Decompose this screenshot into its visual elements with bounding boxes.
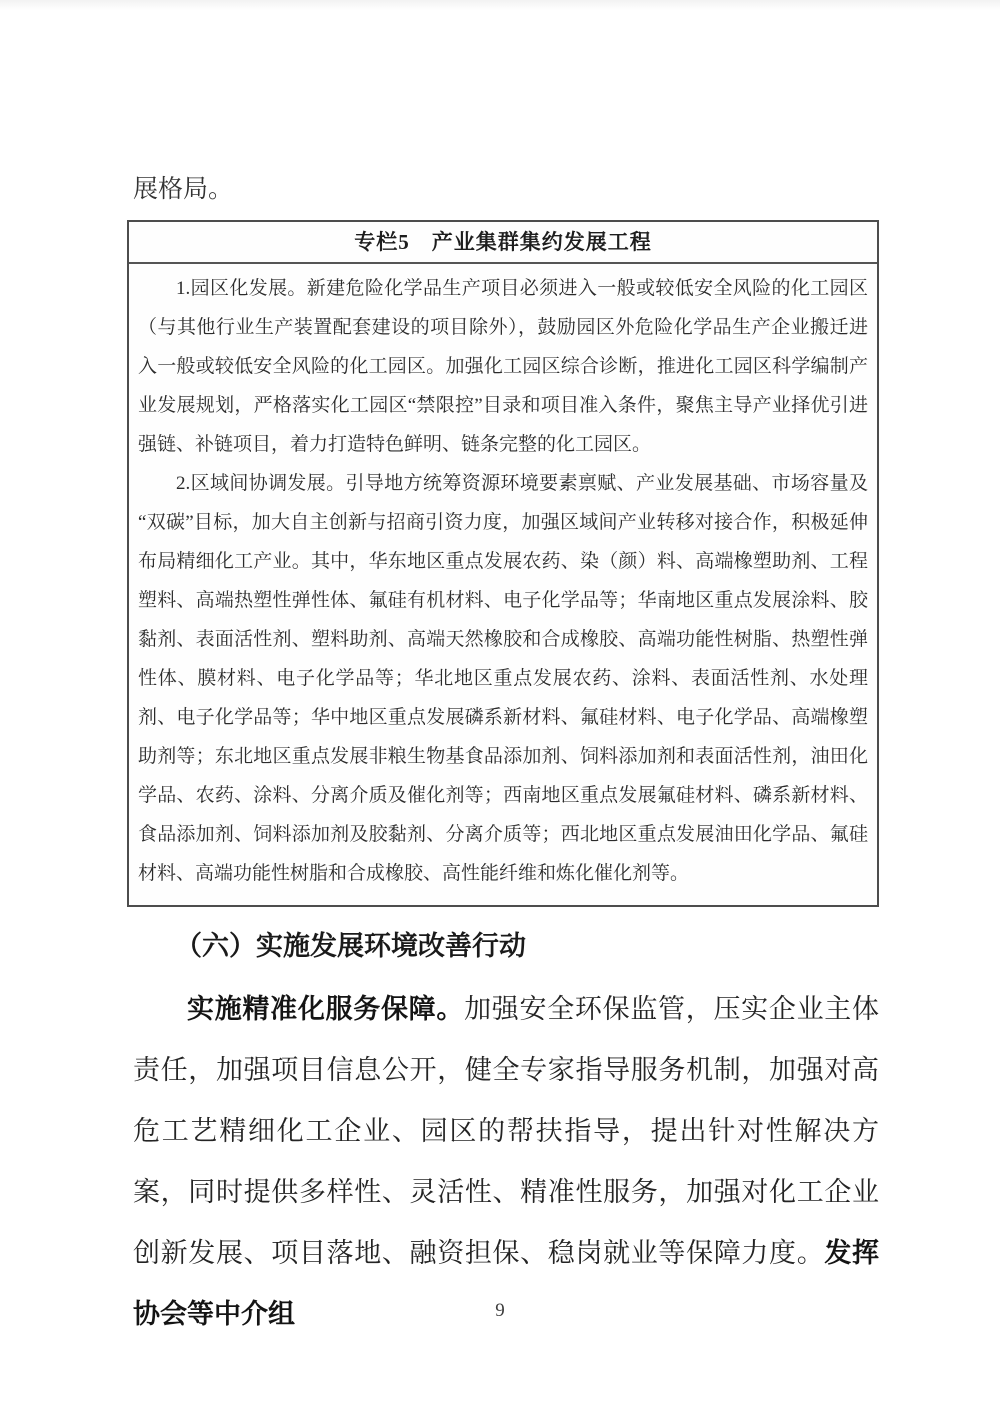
page-number: 9 (495, 1300, 505, 1321)
box-paragraph-regional-coordination: 2.区域间协调发展。引导地方统筹资源环境要素禀赋、产业发展基础、市场容量及“双碳”目标，加大自主创新与招商引资力度，加强区域间产业转移对接合作，积极延伸布局精细化工产业。其中，华东地区重点发展农药、染（颜）料、高端橡塑助剂、工程塑料、高端热塑性弹性体、氟硅有机材料、电子化学品等；华南地区重点发展涂料、胶黏剂、表面活性剂、塑料助剂、高端天然橡胶和合成橡胶、高端功能性树脂、热塑性弹性体、膜材料、电子化学品等；华北地区重点发展农药、涂料、表面活性剂、水处理剂、电子化学品等；华中地区重点发展磷系新材料、氟硅材料、电子化学品、高端橡塑助剂等；东北地区重点发展非粮生物基食品添加剂、饲料添加剂和表面活性剂，油田化学品、农药、涂料、分离介质及催化剂等；西南地区重点发展氟硅材料、磷系新材料、食品添加剂、饲料添加剂及胶黏剂、分离介质等；西北地区重点发展油田化学品、氟硅材料、高端功能性树脂和合成橡胶、高性能纤维和炼化催化剂等。 (138, 473, 868, 884)
paragraph-bold-lead: 实施精准化服务保障。 (187, 994, 465, 1024)
special-column-body (129, 264, 877, 905)
special-column-title: 专栏5 产业集群集约发展工程 (129, 222, 877, 264)
page-content (127, 176, 879, 1345)
section-heading: （六）实施发展环境改善行动 (175, 931, 526, 961)
paragraph-body-text: 加强安全环保监管，压实企业主体责任，加强项目信息公开，健全专家指导服务机制，加强对高危工艺精细化工企业、园区的帮扶指导，提出针对性解决方案，同时提供多样性、灵活性、精准性服务，加强对化工企业创新发展、项目落地、融资担保、稳岗就业等保障力度。 (133, 994, 880, 1268)
box-paragraph-park-development: 1.园区化发展。新建危险化学品生产项目必须进入一般或较低安全风险的化工园区（与其他行业生产装置配套建设的项目除外），鼓励园区外危险化学品生产企业搬迁进入一般或较低安全风险的化工园区。加强化工园区综合诊断，推进化工园区科学编制产业发展规划，严格落实化工园区“禁限控”目录和项目准入条件，聚焦主导产业择优引进强链、补链项目，着力打造特色鲜明、链条完整的化工园区。 (138, 278, 868, 455)
special-column-box (127, 220, 879, 907)
continuation-text: 展格局。 (133, 176, 234, 203)
body-paragraph (133, 979, 879, 1345)
paragraph-bold-tail: 发挥协会等中介组 (133, 1238, 880, 1329)
